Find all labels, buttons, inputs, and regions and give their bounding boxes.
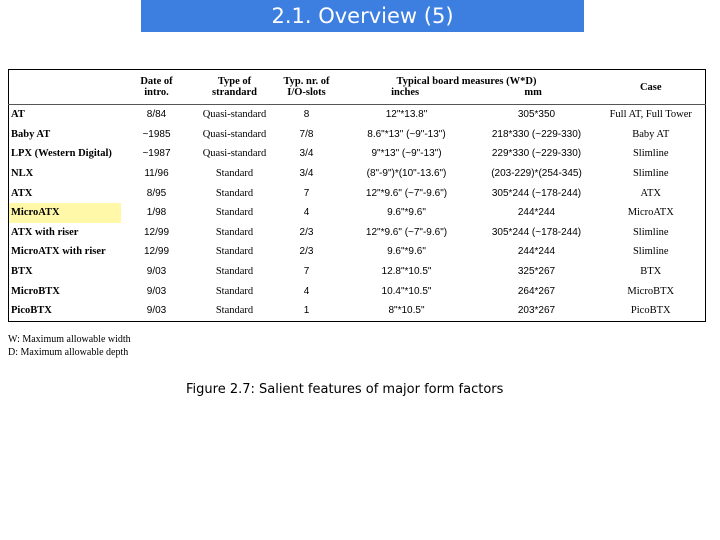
table-row [9,203,706,223]
row-type: Standard [215,305,254,317]
header-case: Case [639,81,662,93]
row-inches: 8"*10.5" [388,305,425,317]
row-case: Full AT, Full Tower [609,109,692,121]
header-measures-line1: Typical board measures (W*D) [396,76,537,87]
form-factor-table [8,69,706,322]
row-date: 8/95 [146,187,167,199]
row-name: PicoBTX [11,305,52,317]
row-inches: 12"*13.8" [385,109,428,121]
table-row [9,144,706,164]
row-type: Standard [215,266,254,278]
row-name: Baby AT [11,128,51,140]
table-row [9,223,706,243]
row-name: LPX (Western Digital) [11,148,112,160]
row-case: ATX [640,187,661,199]
row-type: Standard [215,168,254,180]
row-case: Slimline [632,226,669,238]
row-type: Standard [215,246,254,258]
row-name: AT [11,109,25,121]
row-date: 11/96 [144,168,169,180]
header-type-line2: strandard [212,87,257,98]
row-name: MicroBTX [11,285,60,297]
row-inches: 12"*9.6" (~7"-9.6") [365,187,448,199]
row-mm: 218*330 (~229-330) [491,128,582,140]
row-case: PicoBTX [630,305,671,317]
table-row [9,262,706,282]
row-mm: 244*244 [517,246,556,258]
table-row [9,183,706,203]
row-name: NLX [11,168,34,180]
row-date: 9/03 [146,305,167,317]
row-type: Quasi-standard [202,148,267,160]
row-date: 12/99 [143,246,170,258]
row-case: Slimline [632,246,669,258]
row-mm: (203-229)*(254-345) [491,168,582,180]
row-date: ~1985 [142,128,171,140]
row-slots: 8 [303,109,310,121]
row-inches: 9"*13" (~9"-13") [371,148,442,160]
row-slots: 4 [303,285,310,297]
header-slots-line2: I/O-slots [287,87,326,98]
row-case: BTX [640,266,662,278]
header-date [121,70,193,105]
header-inches: inches [391,87,420,98]
row-date: 9/03 [146,285,167,297]
row-inches: 12"*9.6" (~7"-9.6") [365,226,448,238]
header-slots [277,70,337,105]
header-date-line1: Date of [140,76,173,87]
header-measures-units [339,87,595,98]
table-row [9,105,706,125]
table-row [9,125,706,145]
row-slots: 4 [303,207,310,219]
row-name: ATX [11,187,33,199]
footnote-width: W: Maximum allowable width [8,334,131,345]
header-type-line1: Type of [217,76,252,87]
header-slots-line1: Typ. nr. of [283,76,330,87]
header-mm: mm [524,87,542,98]
row-case: Baby AT [632,128,670,140]
table-body [9,105,706,322]
table-row [9,164,706,184]
header-name [9,70,121,105]
table-header-row [9,70,706,105]
footnote-depth: D: Maximum allowable depth [8,347,129,358]
row-case: Slimline [632,168,669,180]
row-slots: 2/3 [299,226,314,238]
row-name: MicroATX with riser [11,246,106,258]
row-mm: 325*267 [517,266,556,278]
row-slots: 3/4 [299,168,314,180]
row-mm: 305*244 (~178-244) [491,226,582,238]
row-mm: 229*330 (~229-330) [491,148,582,160]
row-slots: 7/8 [299,128,314,140]
row-date: 9/03 [146,266,167,278]
row-date: ~1987 [142,148,171,160]
row-date: 12/99 [143,226,170,238]
row-type: Standard [215,207,254,219]
table-footnotes [8,333,131,359]
row-mm: 305*244 (~178-244) [491,187,582,199]
row-type: Standard [215,285,254,297]
row-name-highlighted: MicroATX [9,203,121,223]
row-inches: 9.6"*9.6" [387,207,426,219]
row-mm: 305*350 [517,109,556,121]
row-type: Standard [215,226,254,238]
row-type: Quasi-standard [202,109,267,121]
row-slots: 3/4 [299,148,314,160]
row-slots: 7 [303,187,310,199]
row-date: 8/84 [146,109,167,121]
row-name: ATX with riser [11,226,79,238]
row-mm: 203*267 [517,305,556,317]
header-date-line2: intro. [144,87,169,98]
row-slots: 7 [303,266,310,278]
row-case: MicroBTX [627,285,675,297]
row-inches: 10.4"*10.5" [381,285,432,297]
row-case: Slimline [632,148,669,160]
row-case: MicroATX [627,207,674,219]
row-inches: 12.8"*10.5" [381,266,432,278]
row-mm: 264*267 [517,285,556,297]
header-measures [337,70,597,105]
figure-caption: Figure 2.7: Salient features of major form factors [186,382,504,397]
row-date: 1/98 [146,207,167,219]
row-inches: 8.6"*13" (~9"-13") [367,128,446,140]
row-inches: (8"-9")*(10"-13.6") [366,168,447,180]
row-slots: 1 [303,305,310,317]
table-row [9,301,706,321]
row-mm: 244*244 [517,207,556,219]
row-type: Standard [215,187,254,199]
table-row [9,281,706,301]
slide-title: 2.1. Overview (5) [141,0,584,32]
row-type: Quasi-standard [202,128,267,140]
table-row [9,242,706,262]
row-name: BTX [11,266,33,278]
row-slots: 2/3 [299,246,314,258]
header-type [193,70,277,105]
row-inches: 9.6"*9.6" [387,246,426,258]
